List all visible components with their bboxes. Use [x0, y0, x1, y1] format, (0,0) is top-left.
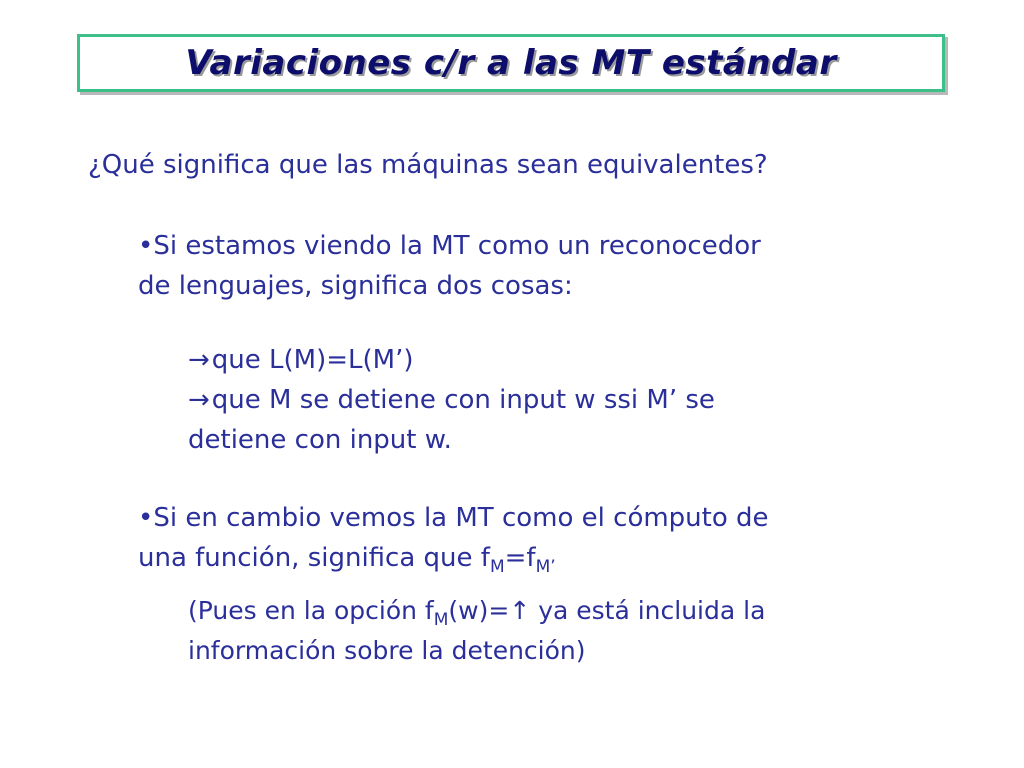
sub-item-1: [188, 340, 715, 380]
bullet-1-text-2: de lenguajes, significa dos cosas:: [138, 271, 573, 301]
sub-item-2-text-1: que M se detiene con input w ssi M’ se: [211, 385, 715, 415]
bullet-2-text-2: una función, significa que f: [138, 543, 490, 573]
subscript-m-prime: M’: [535, 557, 556, 577]
note-line-1: [188, 591, 765, 631]
equals-f: =f: [504, 543, 536, 573]
sub-item-2-continuation: [188, 420, 715, 460]
note-line-2: [188, 631, 765, 671]
bullet-marker: •: [138, 231, 154, 261]
note-text-1a: (Pues en la opción f: [188, 596, 434, 625]
bullet-2-line-2: [138, 538, 769, 578]
note-text-2: información sobre la detención): [188, 636, 586, 665]
bullet-2-line-1: [138, 498, 769, 538]
bullet-1-line-2: [138, 266, 761, 306]
bullet-2: [138, 498, 769, 578]
bullet-1-text-1: Si estamos viendo la MT como un reconocedor: [153, 231, 761, 261]
bullet-1: [138, 226, 761, 306]
sub-item-2-text-2: detiene con input w.: [188, 425, 452, 455]
note-text-1c: ya está incluida la: [530, 596, 766, 625]
bullet-marker: •: [138, 503, 154, 533]
bullet-1-line-1: [138, 226, 761, 266]
note-text-1b: (w)=: [448, 596, 510, 625]
question-text: [88, 145, 768, 185]
sub-items: [188, 340, 715, 460]
subscript-m: M: [489, 557, 505, 577]
right-arrow-icon: →: [188, 345, 210, 375]
note-subscript-m: M: [433, 610, 449, 630]
question-line: ¿Qué significa que las máquinas sean equivalentes?: [88, 150, 768, 180]
bullet-2-text-1: Si en cambio vemos la MT como el cómputo de: [153, 503, 769, 533]
title-box: [77, 34, 945, 92]
note: [188, 591, 765, 671]
sub-item-1-text: que L(M)=L(M’): [211, 345, 414, 375]
right-arrow-icon: →: [188, 385, 210, 415]
slide-title: Variaciones c/r a las MT estándar: [185, 43, 837, 83]
sub-item-2: [188, 380, 715, 420]
up-arrow-icon: ↑: [509, 596, 531, 625]
